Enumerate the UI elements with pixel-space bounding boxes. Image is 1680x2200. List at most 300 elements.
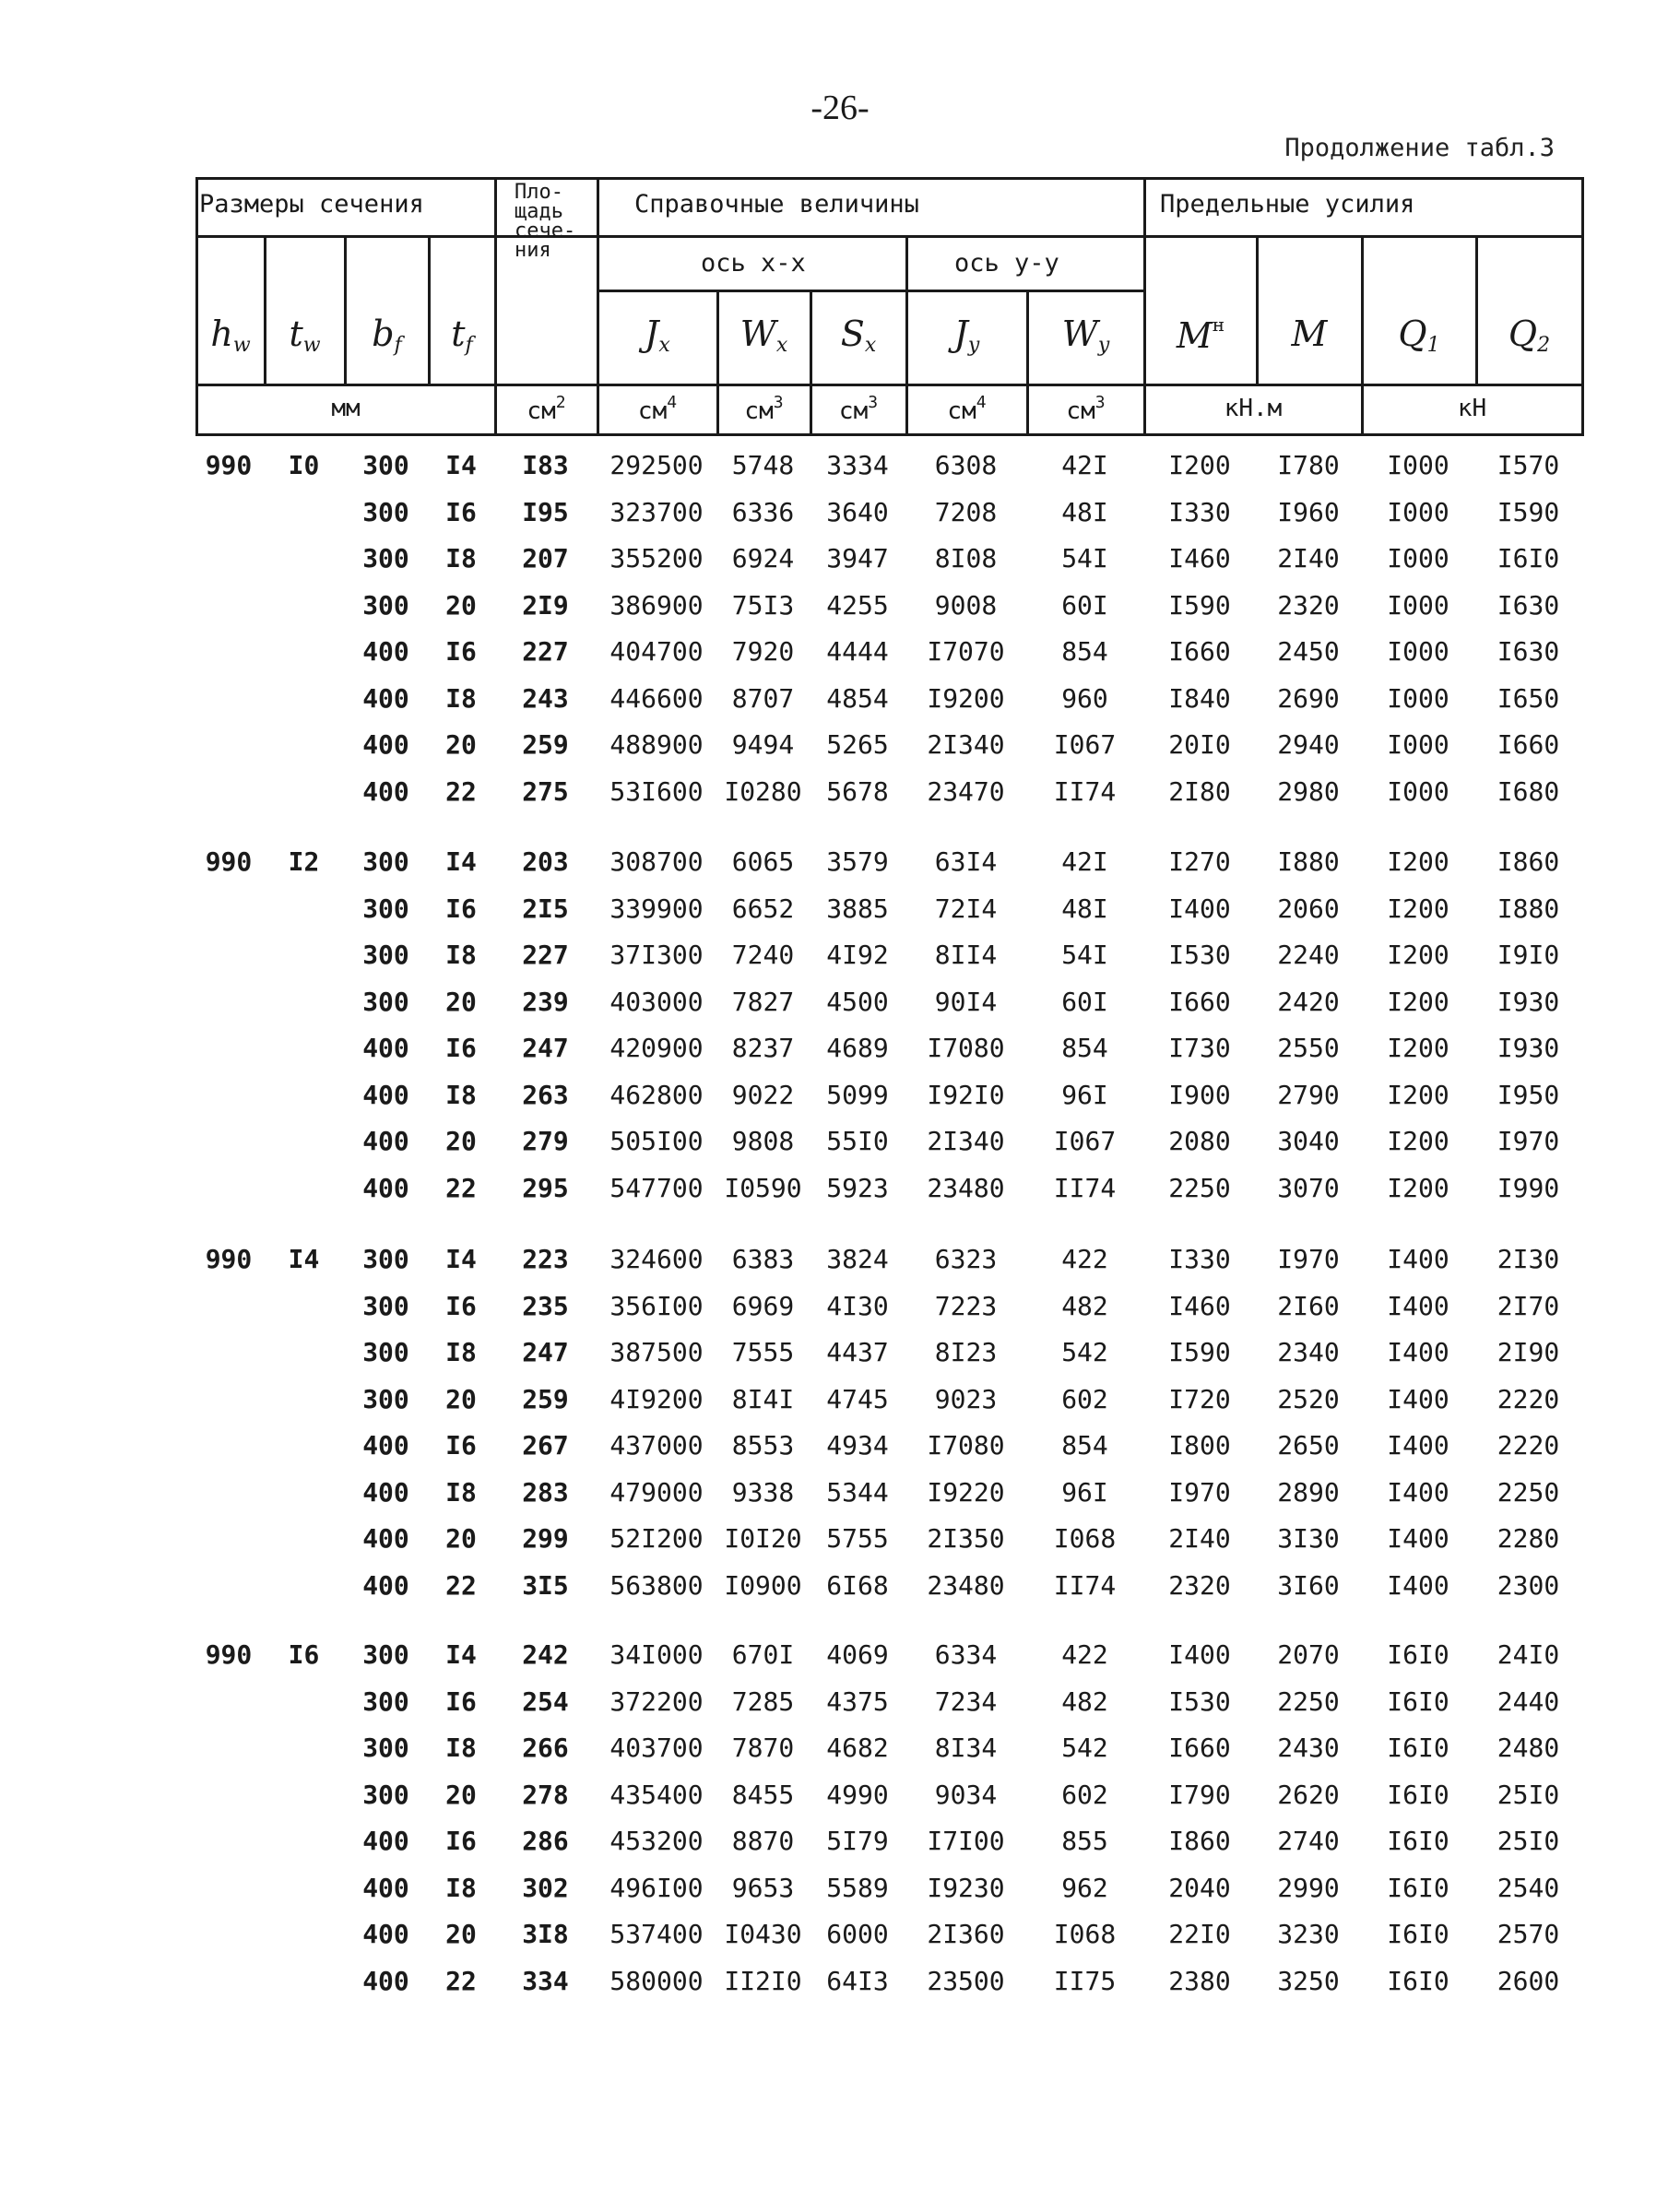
cell-wy: I068 xyxy=(1053,1919,1117,1949)
cell-jy: 6334 xyxy=(934,1639,998,1670)
cell-jx: 420900 xyxy=(609,1033,704,1063)
cell-jx: 403700 xyxy=(609,1733,704,1763)
cell-q1: I000 xyxy=(1387,543,1449,574)
cell-jx: 372200 xyxy=(609,1685,704,1717)
cell-bf: 400 xyxy=(362,775,409,807)
cell-wx: 5748 xyxy=(731,450,795,480)
cell-q2: I630 xyxy=(1497,589,1560,621)
cell-jx: 437000 xyxy=(609,1430,704,1461)
cell-wy: 48I xyxy=(1061,496,1108,527)
cell-q1: I200 xyxy=(1387,1126,1449,1156)
cell-wx: I0430 xyxy=(724,1919,802,1949)
cell-tw: I2 xyxy=(288,846,320,877)
cell-mn: 2I80 xyxy=(1168,775,1231,807)
cell-q2: I680 xyxy=(1497,775,1560,807)
cell-jy: 7234 xyxy=(934,1685,998,1717)
cell-jy: 90I4 xyxy=(934,986,998,1017)
cell-wy: 482 xyxy=(1061,1685,1108,1717)
cell-area: 242 xyxy=(522,1639,569,1670)
cell-jy: 2I340 xyxy=(927,1126,1005,1156)
cell-jx: 308700 xyxy=(609,846,704,877)
cell-jx: 547700 xyxy=(609,1172,704,1203)
cell-bf: 400 xyxy=(362,1033,409,1063)
cell-wx: 7555 xyxy=(731,1337,795,1367)
cell-area: 263 xyxy=(522,1079,569,1110)
cell-mn: 22I0 xyxy=(1168,1919,1231,1949)
unit-sx: $см^3$ xyxy=(838,393,879,425)
cell-q2: I950 xyxy=(1497,1079,1560,1110)
cell-jx: 292500 xyxy=(609,450,704,480)
cell-mn: 2250 xyxy=(1168,1172,1231,1203)
cell-jy: I92I0 xyxy=(927,1079,1005,1110)
cell-wx: 9022 xyxy=(731,1079,795,1110)
cell-tf: I6 xyxy=(445,1290,477,1321)
header-limit-forces: Предельные усилия xyxy=(1160,190,1415,219)
table-row xyxy=(0,776,1680,817)
cell-m: 2320 xyxy=(1277,589,1340,621)
cell-sx: 4854 xyxy=(826,682,889,714)
cell-m: 2340 xyxy=(1277,1337,1340,1367)
cell-mn: 2I40 xyxy=(1168,1523,1231,1554)
cell-q2: 2440 xyxy=(1497,1685,1560,1717)
cell-wx: 9338 xyxy=(731,1476,795,1508)
cell-m: 2940 xyxy=(1277,729,1340,760)
cell-tf: I8 xyxy=(445,1476,477,1508)
cell-bf: 400 xyxy=(362,1476,409,1508)
cell-q2: 2I90 xyxy=(1497,1337,1560,1367)
cell-wy: 542 xyxy=(1061,1733,1108,1763)
cell-wx: 8237 xyxy=(731,1033,795,1063)
cell-mn: I900 xyxy=(1168,1079,1231,1110)
cell-wx: 7240 xyxy=(731,940,795,970)
cell-area: 2I5 xyxy=(522,893,569,924)
cell-wx: I0900 xyxy=(724,1569,802,1601)
cell-tf: I4 xyxy=(445,1244,477,1274)
cell-mn: I860 xyxy=(1168,1826,1231,1856)
cell-mn: I590 xyxy=(1168,589,1231,621)
cell-mn: I330 xyxy=(1168,1244,1231,1274)
cell-tf: I8 xyxy=(445,682,477,714)
cell-wx: 6969 xyxy=(731,1290,795,1321)
cell-mn: I660 xyxy=(1168,636,1231,667)
table-row xyxy=(0,1337,1680,1378)
cell-jy: 8I23 xyxy=(934,1337,998,1367)
cell-sx: 5923 xyxy=(826,1172,889,1203)
cell-sx: 5I79 xyxy=(826,1826,889,1856)
cell-tf: I8 xyxy=(445,940,477,970)
cell-q1: I6I0 xyxy=(1387,1965,1449,1996)
cell-tf: I6 xyxy=(445,1033,477,1063)
table-row xyxy=(0,1033,1680,1073)
cell-bf: 300 xyxy=(362,543,409,574)
cell-sx: 6I68 xyxy=(826,1569,889,1601)
cell-wx: 8553 xyxy=(731,1430,795,1461)
cell-tf: I6 xyxy=(445,1685,477,1717)
cell-q1: I200 xyxy=(1387,893,1449,924)
cell-tf: I8 xyxy=(445,1337,477,1367)
table-row xyxy=(0,1126,1680,1166)
cell-m: 2650 xyxy=(1277,1430,1340,1461)
cell-mn: I840 xyxy=(1168,682,1231,714)
cell-wx: II2I0 xyxy=(724,1965,802,1996)
cell-sx: 64I3 xyxy=(826,1965,889,1996)
cell-bf: 400 xyxy=(362,1126,409,1156)
table-row xyxy=(0,683,1680,724)
cell-tf: I6 xyxy=(445,893,477,924)
table-row xyxy=(0,1733,1680,1773)
cell-area: 266 xyxy=(522,1733,569,1763)
cell-tf: I4 xyxy=(445,1639,477,1670)
cell-m: 2420 xyxy=(1277,986,1340,1017)
cell-wy: 54I xyxy=(1061,940,1108,970)
cell-m: 3250 xyxy=(1277,1965,1340,1996)
cell-q1: I400 xyxy=(1387,1337,1449,1367)
cell-m: 2550 xyxy=(1277,1033,1340,1063)
cell-wy: 54I xyxy=(1061,543,1108,574)
table-row xyxy=(0,497,1680,538)
cell-jy: 8I08 xyxy=(934,543,998,574)
symbol-jy: $J_y$ xyxy=(953,313,980,357)
cell-tf: 20 xyxy=(445,1919,477,1949)
cell-area: 227 xyxy=(522,940,569,970)
cell-wy: II75 xyxy=(1053,1965,1117,1996)
cell-wx: 9494 xyxy=(731,729,795,760)
cell-m: I880 xyxy=(1277,846,1340,877)
cell-wx: 670I xyxy=(731,1639,795,1670)
cell-area: 283 xyxy=(522,1476,569,1508)
unit-force: кН xyxy=(1457,395,1487,422)
table-row xyxy=(0,1477,1680,1518)
cell-sx: 55I0 xyxy=(826,1126,889,1156)
cell-mn: I800 xyxy=(1168,1430,1231,1461)
cell-wx: 7920 xyxy=(731,636,795,667)
cell-jy: I7080 xyxy=(927,1430,1005,1461)
cell-m: 2060 xyxy=(1277,893,1340,924)
cell-m: 2690 xyxy=(1277,682,1340,714)
cell-wx: 7870 xyxy=(731,1733,795,1763)
cell-m: 3040 xyxy=(1277,1126,1340,1156)
cell-mn: I790 xyxy=(1168,1779,1231,1810)
cell-mn: I200 xyxy=(1168,450,1231,480)
cell-wx: 8870 xyxy=(731,1826,795,1856)
cell-jx: 435400 xyxy=(609,1779,704,1810)
cell-jy: 2I340 xyxy=(927,729,1005,760)
cell-m: I970 xyxy=(1277,1244,1340,1274)
cell-area: I95 xyxy=(522,496,569,527)
cell-tf: 20 xyxy=(445,729,477,760)
cell-sx: 4437 xyxy=(826,1337,889,1367)
cell-wy: 48I xyxy=(1061,893,1108,924)
cell-wy: II74 xyxy=(1053,1172,1117,1203)
cell-wx: 9653 xyxy=(731,1872,795,1903)
cell-jx: 403000 xyxy=(609,986,704,1017)
cell-m: 2250 xyxy=(1277,1685,1340,1717)
cell-q2: 25I0 xyxy=(1497,1826,1560,1856)
cell-jx: 387500 xyxy=(609,1337,704,1367)
cell-q1: I200 xyxy=(1387,1172,1449,1203)
cell-area: 259 xyxy=(522,1383,569,1414)
cell-bf: 400 xyxy=(362,1872,409,1903)
cell-q1: I000 xyxy=(1387,589,1449,621)
cell-mn: I660 xyxy=(1168,986,1231,1017)
cell-mn: I530 xyxy=(1168,1685,1231,1717)
cell-sx: 4934 xyxy=(826,1430,889,1461)
cell-m: 2I60 xyxy=(1277,1290,1340,1321)
cell-wy: 855 xyxy=(1061,1826,1108,1856)
header-reference-values: Справочные величины xyxy=(634,190,919,219)
cell-q1: I200 xyxy=(1387,1079,1449,1110)
cell-q1: I000 xyxy=(1387,450,1449,480)
cell-tf: I6 xyxy=(445,496,477,527)
cell-jx: 37I300 xyxy=(609,940,704,970)
cell-jx: 404700 xyxy=(609,636,704,667)
table-row xyxy=(0,940,1680,980)
cell-tf: 22 xyxy=(445,1569,477,1601)
cell-q2: I930 xyxy=(1497,986,1560,1017)
cell-jx: 496I00 xyxy=(609,1872,704,1903)
cell-sx: 4500 xyxy=(826,986,889,1017)
cell-bf: 300 xyxy=(362,940,409,970)
cell-tf: 22 xyxy=(445,1172,477,1203)
cell-hw: 990 xyxy=(205,1244,253,1274)
cell-jx: 479000 xyxy=(609,1476,704,1508)
unit-moment: кН.м xyxy=(1224,395,1283,422)
cell-area: 227 xyxy=(522,636,569,667)
cell-jx: 386900 xyxy=(609,589,704,621)
cell-wy: 854 xyxy=(1061,1430,1108,1461)
cell-wy: 854 xyxy=(1061,1033,1108,1063)
cell-jx: 580000 xyxy=(609,1965,704,1996)
cell-q1: I200 xyxy=(1387,986,1449,1017)
cell-mn: 2040 xyxy=(1168,1872,1231,1903)
cell-sx: 3334 xyxy=(826,450,889,480)
cell-q2: 2300 xyxy=(1497,1569,1560,1601)
table-row xyxy=(0,846,1680,887)
table-row xyxy=(0,729,1680,770)
cell-q1: I6I0 xyxy=(1387,1779,1449,1810)
cell-q1: I400 xyxy=(1387,1476,1449,1508)
table-row xyxy=(0,987,1680,1027)
cell-q1: I200 xyxy=(1387,1033,1449,1063)
table-row xyxy=(0,893,1680,934)
cell-q2: 2280 xyxy=(1497,1523,1560,1554)
cell-m: 2430 xyxy=(1277,1733,1340,1763)
cell-bf: 400 xyxy=(362,1826,409,1856)
cell-jy: I9230 xyxy=(927,1872,1005,1903)
cell-q1: I6I0 xyxy=(1387,1919,1449,1949)
symbol-hw: $h_w$ xyxy=(210,313,251,357)
cell-wy: 854 xyxy=(1061,636,1108,667)
cell-area: 3I8 xyxy=(522,1919,569,1949)
cell-bf: 300 xyxy=(362,893,409,924)
cell-wy: 542 xyxy=(1061,1337,1108,1367)
cell-wy: 482 xyxy=(1061,1290,1108,1321)
cell-m: 2790 xyxy=(1277,1079,1340,1110)
cell-q2: I630 xyxy=(1497,636,1560,667)
cell-q1: I400 xyxy=(1387,1290,1449,1321)
cell-q2: 2I70 xyxy=(1497,1290,1560,1321)
cell-q1: I6I0 xyxy=(1387,1733,1449,1763)
cell-bf: 300 xyxy=(362,589,409,621)
cell-q2: I970 xyxy=(1497,1126,1560,1156)
cell-sx: 5678 xyxy=(826,775,889,807)
table-row xyxy=(0,1966,1680,2006)
cell-tf: 20 xyxy=(445,1383,477,1414)
unit-jx: $см^4$ xyxy=(637,393,678,425)
cell-mn: I400 xyxy=(1168,893,1231,924)
cell-area: 247 xyxy=(522,1337,569,1367)
cell-bf: 400 xyxy=(362,1919,409,1949)
header-axis-x: ось x-x xyxy=(701,249,806,278)
cell-area: 295 xyxy=(522,1172,569,1203)
cell-q2: 2540 xyxy=(1497,1872,1560,1903)
unit-mm: мм xyxy=(331,395,361,422)
cell-bf: 300 xyxy=(362,1244,409,1274)
cell-jy: 23480 xyxy=(927,1172,1005,1203)
cell-q2: I570 xyxy=(1497,450,1560,480)
cell-m: 2240 xyxy=(1277,940,1340,970)
cell-q1: I200 xyxy=(1387,940,1449,970)
table-row xyxy=(0,1780,1680,1820)
cell-m: 3070 xyxy=(1277,1172,1340,1203)
cell-wy: 602 xyxy=(1061,1383,1108,1414)
cell-bf: 400 xyxy=(362,1079,409,1110)
cell-tf: 22 xyxy=(445,775,477,807)
cell-sx: 5099 xyxy=(826,1079,889,1110)
cell-sx: 3824 xyxy=(826,1244,889,1274)
cell-mn: I330 xyxy=(1168,496,1231,527)
cell-q1: I6I0 xyxy=(1387,1826,1449,1856)
cell-jy: 9008 xyxy=(934,589,998,621)
cell-bf: 300 xyxy=(362,450,409,480)
cell-jy: 23470 xyxy=(927,775,1005,807)
cell-tf: I6 xyxy=(445,636,477,667)
cell-m: 2520 xyxy=(1277,1383,1340,1414)
symbol-tw: $t_w$ xyxy=(289,313,321,357)
cell-mn: I720 xyxy=(1168,1383,1231,1414)
header-area: Пло- щадь сече- ния xyxy=(515,181,576,262)
cell-sx: 5344 xyxy=(826,1476,889,1508)
cell-sx: 4444 xyxy=(826,636,889,667)
table-row xyxy=(0,1173,1680,1213)
table-row xyxy=(0,1244,1680,1284)
cell-q1: I000 xyxy=(1387,636,1449,667)
cell-q2: 25I0 xyxy=(1497,1779,1560,1810)
cell-area: 278 xyxy=(522,1779,569,1810)
cell-area: 2I9 xyxy=(522,589,569,621)
cell-q1: I400 xyxy=(1387,1569,1449,1601)
table-row xyxy=(0,590,1680,631)
cell-tf: 20 xyxy=(445,1523,477,1554)
cell-q2: 2600 xyxy=(1497,1965,1560,1996)
table-row xyxy=(0,543,1680,584)
cell-wy: 422 xyxy=(1061,1244,1108,1274)
cell-mn: 2380 xyxy=(1168,1965,1231,1996)
cell-m: 3I30 xyxy=(1277,1523,1340,1554)
cell-q2: I6I0 xyxy=(1497,543,1560,574)
cell-mn: I460 xyxy=(1168,543,1231,574)
cell-jy: 7223 xyxy=(934,1290,998,1321)
cell-tf: 22 xyxy=(445,1965,477,1996)
cell-jx: 52I200 xyxy=(609,1523,704,1554)
cell-bf: 300 xyxy=(362,496,409,527)
cell-mn: I530 xyxy=(1168,940,1231,970)
symbol-wy: $W_y$ xyxy=(1061,313,1110,357)
cell-wy: 42I xyxy=(1061,846,1108,877)
cell-sx: 4990 xyxy=(826,1779,889,1810)
cell-m: 2980 xyxy=(1277,775,1340,807)
cell-area: 302 xyxy=(522,1872,569,1903)
cell-mn: 20I0 xyxy=(1168,729,1231,760)
header-axis-y: ось y-y xyxy=(954,249,1059,278)
symbol-wx: $W_x$ xyxy=(739,313,788,357)
cell-mn: 2320 xyxy=(1168,1569,1231,1601)
cell-mn: I970 xyxy=(1168,1476,1231,1508)
cell-wy: 962 xyxy=(1061,1872,1108,1903)
table-row xyxy=(0,1384,1680,1425)
cell-bf: 400 xyxy=(362,1430,409,1461)
cell-wx: 8707 xyxy=(731,682,795,714)
symbol-jx: $J_x$ xyxy=(645,313,670,357)
cell-wy: 422 xyxy=(1061,1639,1108,1670)
cell-area: 235 xyxy=(522,1290,569,1321)
cell-wy: 96I xyxy=(1061,1079,1108,1110)
cell-m: 2620 xyxy=(1277,1779,1340,1810)
cell-jy: I7I00 xyxy=(927,1826,1005,1856)
cell-wx: 7827 xyxy=(731,986,795,1017)
page-number: -26- xyxy=(810,89,870,127)
cell-tf: I8 xyxy=(445,1733,477,1763)
cell-q2: I990 xyxy=(1497,1172,1560,1203)
cell-jx: 505I00 xyxy=(609,1126,704,1156)
table-row xyxy=(0,450,1680,491)
cell-mn: I730 xyxy=(1168,1033,1231,1063)
cell-q2: I9I0 xyxy=(1497,940,1560,970)
cell-jy: 9023 xyxy=(934,1383,998,1414)
cell-q2: 2220 xyxy=(1497,1383,1560,1414)
cell-q2: I660 xyxy=(1497,729,1560,760)
cell-m: I960 xyxy=(1277,496,1340,527)
cell-m: 3I60 xyxy=(1277,1569,1340,1601)
cell-wy: 96I xyxy=(1061,1476,1108,1508)
cell-m: 2070 xyxy=(1277,1639,1340,1670)
cell-jy: I9220 xyxy=(927,1476,1005,1508)
cell-tw: I4 xyxy=(288,1244,320,1274)
cell-m: 2450 xyxy=(1277,636,1340,667)
cell-q1: I000 xyxy=(1387,682,1449,714)
cell-sx: 4689 xyxy=(826,1033,889,1063)
cell-wy: 60I xyxy=(1061,589,1108,621)
cell-sx: 4255 xyxy=(826,589,889,621)
cell-jx: 453200 xyxy=(609,1826,704,1856)
cell-bf: 300 xyxy=(362,1639,409,1670)
cell-area: 286 xyxy=(522,1826,569,1856)
cell-sx: 4682 xyxy=(826,1733,889,1763)
cell-m: I780 xyxy=(1277,450,1340,480)
cell-m: 2740 xyxy=(1277,1826,1340,1856)
cell-tf: 20 xyxy=(445,1779,477,1810)
cell-tw: I6 xyxy=(288,1639,320,1670)
table-continuation-label: Продолжение табл.3 xyxy=(1284,134,1555,162)
cell-tf: 20 xyxy=(445,589,477,621)
table-row xyxy=(0,1686,1680,1727)
cell-q2: I860 xyxy=(1497,846,1560,877)
cell-bf: 400 xyxy=(362,1965,409,1996)
cell-q1: I6I0 xyxy=(1387,1639,1449,1670)
table-row xyxy=(0,1430,1680,1471)
cell-bf: 400 xyxy=(362,1569,409,1601)
cell-sx: 3579 xyxy=(826,846,889,877)
